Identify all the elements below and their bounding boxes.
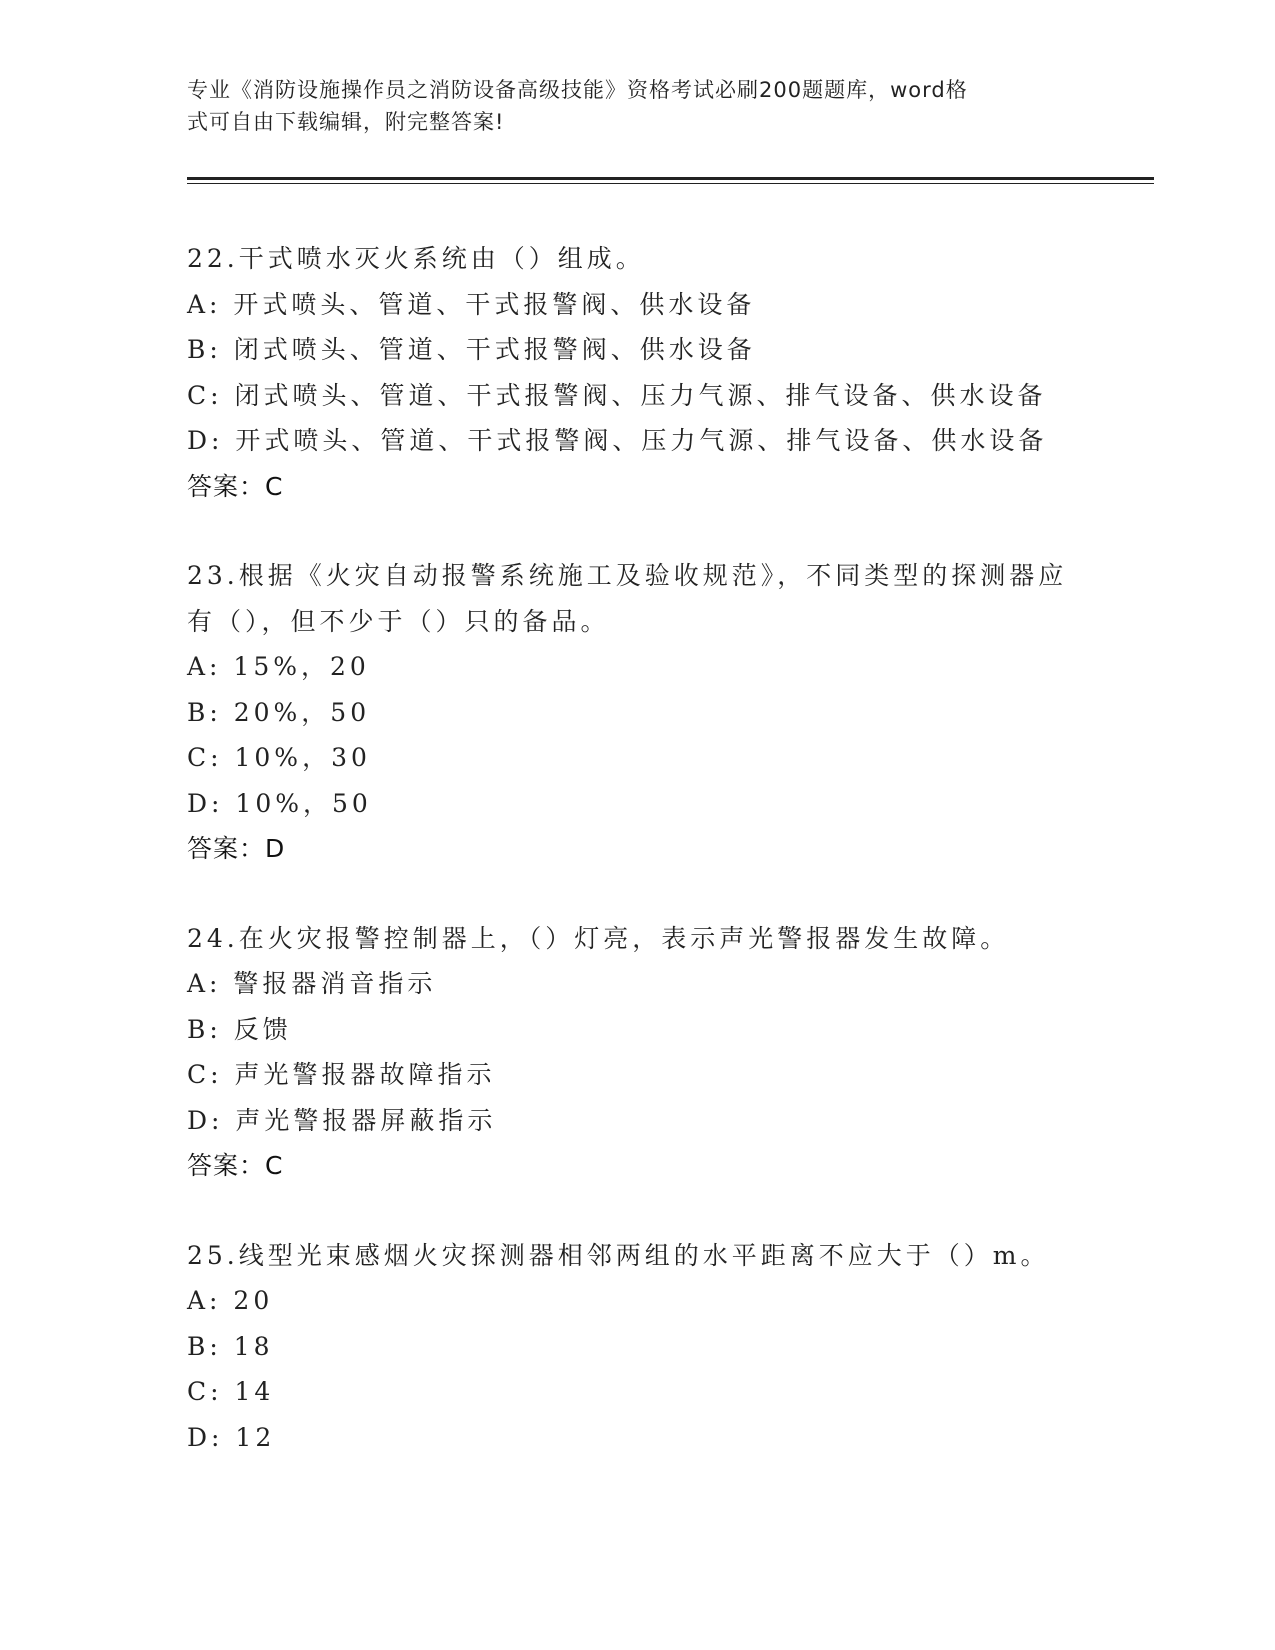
answer-option: B: 闭式喷头、管道、干式报警阀、供水设备 [187, 335, 756, 364]
answer-option: A: 警报器消音指示 [187, 969, 437, 998]
answer-option: A: 15%，20 [187, 652, 370, 681]
answer-key: 答案：C [187, 471, 284, 501]
answer-option: A: 20 [187, 1286, 274, 1315]
question-block [187, 916, 1137, 1189]
answer-option: C: 声光警报器故障指示 [187, 1060, 496, 1089]
answer-option: C: 10%，30 [187, 743, 371, 772]
question-block [187, 1233, 1137, 1461]
question-stem: 22.干式喷水灭火系统由（）组成。 [187, 244, 645, 273]
answer-option: A: 开式喷头、管道、干式报警阀、供水设备 [187, 289, 756, 319]
question-stem: 25.线型光束感烟火灾探测器相邻两组的水平距离不应大于（）m。 [187, 1240, 1050, 1270]
answer-option: B: 18 [187, 1331, 274, 1361]
question-list [187, 236, 1137, 1504]
question-block [187, 236, 1137, 509]
answer-option: B: 反馈 [187, 1014, 292, 1044]
header-divider-thin [187, 183, 1154, 184]
question-stem: 24.在火灾报警控制器上，（）灯亮，表示声光警报器发生故障。 [187, 923, 1010, 953]
header-divider-thick [187, 177, 1154, 180]
question-stem: 23.根据《火灾自动报警系统施工及验收规范》，不同类型的探测器应 [187, 561, 1068, 590]
answer-option: C: 14 [187, 1377, 275, 1406]
document-header [187, 74, 1087, 138]
answer-option: B: 20%，50 [187, 697, 371, 727]
answer-option: D: 10%，50 [187, 788, 372, 818]
answer-option: D: 声光警报器屏蔽指示 [187, 1105, 497, 1135]
answer-key: 答案：C [187, 1151, 284, 1180]
answer-option: C: 闭式喷头、管道、干式报警阀、压力气源、排气设备、供水设备 [187, 380, 1047, 410]
header-line-1: 专业《消防设施操作员之消防设备高级技能》资格考试必刷200题题库，word格 [187, 78, 968, 102]
answer-option: D: 开式喷头、管道、干式报警阀、压力气源、排气设备、供水设备 [187, 426, 1048, 455]
question-stem: 有（），但不少于（）只的备品。 [187, 606, 610, 636]
header-line-2: 式可自由下载编辑，附完整答案! [187, 110, 505, 134]
answer-key: 答案：D [187, 834, 286, 863]
question-block [187, 553, 1137, 872]
answer-option: D: 12 [187, 1422, 276, 1452]
